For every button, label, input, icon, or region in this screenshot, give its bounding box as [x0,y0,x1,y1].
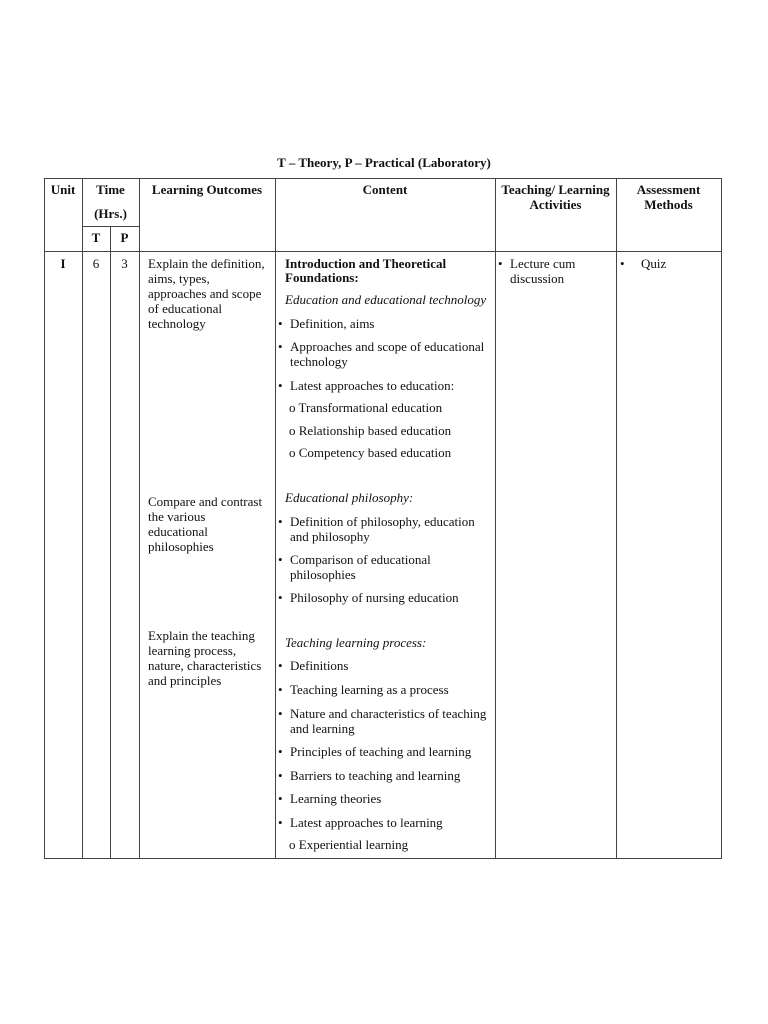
bullet-icon: • [278,590,283,605]
content-bullet [278,744,493,759]
outcome-1 [148,256,274,331]
content-bullet [278,791,493,806]
bullet-text: Latest approaches to learning [290,815,443,830]
col-line-5 [495,178,496,859]
header-learning-outcomes: Learning Outcomes [151,182,263,197]
bullet-icon: • [278,744,283,759]
content-title-line1: Introduction and Theoretical [285,256,447,271]
bullet-icon: • [278,514,283,529]
activity-text: Lecture cum [510,256,576,271]
section-heading-teaching-learning-process: Teaching learning process: [285,635,427,650]
table-border-top [44,178,722,179]
bullet-icon: • [278,552,283,567]
outcome-line: learning process, [148,643,237,658]
header-activities-line2: Activities [529,197,582,212]
bullet-icon: • [278,339,283,354]
content-bullet [278,514,493,544]
content-subitem: o Transformational education [289,400,443,415]
activity-text: discussion [510,271,565,286]
col-line-7 [721,178,722,859]
row-unit: I [60,256,66,271]
outcome-line: nature, characteristics [148,658,262,673]
bullet-icon: • [278,815,283,830]
col-line-3 [139,178,140,859]
content-bullet [278,706,493,736]
header-time: Time [96,182,125,197]
table-caption: T – Theory, P – Practical (Laboratory) [277,155,491,170]
bullet-text: technology [290,354,348,369]
header-hrs: (Hrs.) [94,206,127,221]
outcome-line: and principles [148,673,222,688]
outcome-line: of educational [148,301,222,316]
outcome-line: Explain the definition, [148,256,265,271]
content-subitem: o Experiential learning [289,837,409,852]
outcome-line: aims, types, [148,271,210,286]
bullet-text: Approaches and scope of educational [290,339,485,354]
bullet-text: Teaching learning as a process [290,682,449,697]
bullet-text: Principles of teaching and learning [290,744,472,759]
content-bullet [278,339,493,369]
header-content: Content [362,182,408,197]
row-practical-hours: 3 [121,256,128,271]
section-heading-educational-philosophy: Educational philosophy: [285,490,414,505]
bullet-icon: • [278,791,283,806]
col-line-2 [110,226,111,859]
header-bottom-line [44,251,722,252]
bullet-text: Barriers to teaching and learning [290,768,461,783]
header-assessment-line2: Methods [644,197,693,212]
table-border-bottom [44,858,722,859]
outcome-2 [148,494,274,554]
header-assessment-line1: Assessment [636,182,701,197]
col-line-4 [275,178,276,859]
bullet-icon: • [498,256,503,271]
assessment-bullet-icon: • [620,256,625,271]
content-bullet [278,590,493,605]
outcome-line: philosophies [148,539,214,554]
bullet-text: and learning [290,721,355,736]
bullet-icon: • [278,682,283,697]
activity-item [498,256,614,286]
outcome-line: Compare and contrast [148,494,263,509]
content-bullet [278,658,493,673]
content-bullet [278,316,493,331]
bullet-text: Nature and characteristics of teaching [290,706,487,721]
bullet-text: Comparison of educational [290,552,431,567]
outcome-line: approaches and scope [148,286,262,301]
header-t: T [91,230,101,245]
bullet-icon: • [278,378,283,393]
outcome-3 [148,628,274,688]
outcome-line: the various [148,509,206,524]
content-subitem: o Competency based education [289,445,452,460]
col-line-0 [44,178,45,859]
bullet-icon: • [278,316,283,331]
header-activities-line1: Teaching/ Learning [501,182,610,197]
content-bullet [278,682,493,697]
bullet-icon: • [278,658,283,673]
bullet-text: philosophies [290,567,356,582]
bullet-text: and philosophy [290,529,370,544]
outcome-line: educational [148,524,208,539]
header-unit: Unit [50,182,76,197]
col-line-6 [616,178,617,859]
row-theory-hours: 6 [92,256,100,271]
bullet-text: Definitions [290,658,349,673]
assessment-method: Quiz [641,256,667,271]
content-bullet [278,378,493,393]
bullet-text: Philosophy of nursing education [290,590,459,605]
content-title-line2: Foundations: [285,270,359,285]
content-bullet [278,552,493,582]
bullet-text: Latest approaches to education: [290,378,455,393]
bullet-text: Learning theories [290,791,382,806]
bullet-text: Definition of philosophy, education [290,514,475,529]
outcome-line: technology [148,316,206,331]
content-bullet [278,815,493,830]
bullet-icon: • [278,706,283,721]
col-line-1 [82,178,83,859]
content-subitem: o Relationship based education [289,423,452,438]
bullet-icon: • [278,768,283,783]
header-p: P [120,230,129,245]
bullet-text: Definition, aims [290,316,375,331]
section-heading-educational-technology: Education and educational technology [285,292,487,307]
content-bullet [278,768,493,783]
outcome-line: Explain the teaching [148,628,255,643]
